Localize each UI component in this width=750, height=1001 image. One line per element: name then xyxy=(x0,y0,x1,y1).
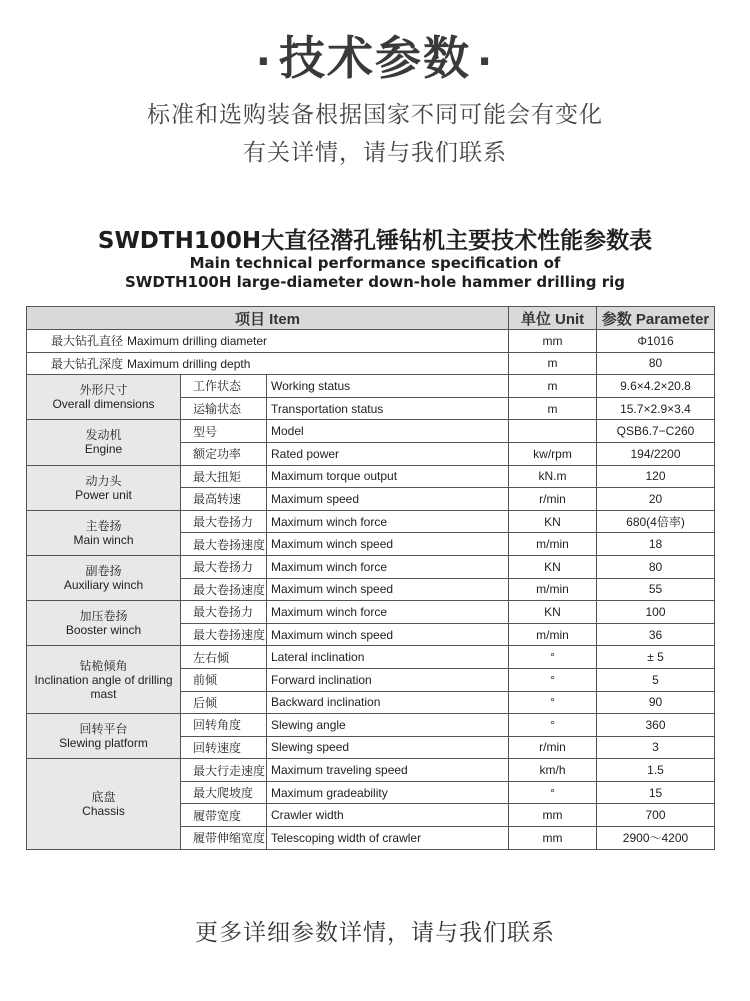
row-unit: mm xyxy=(509,330,597,353)
row-label-cn: 最大钻孔深度 xyxy=(51,356,124,371)
table-title-en-1: Main technical performance specification of xyxy=(189,254,561,272)
group-overall-dimensions xyxy=(27,375,181,420)
group-cn: 回转平台 xyxy=(79,722,128,737)
sub-en: Maximum gradeability xyxy=(267,781,509,804)
sub-en: Maximum traveling speed xyxy=(267,759,509,782)
table-row xyxy=(27,555,715,578)
sub-en: Rated power xyxy=(267,442,509,465)
row-value: 15 xyxy=(597,781,715,804)
table-row xyxy=(27,352,715,375)
row-unit: mm xyxy=(509,827,597,850)
group-power-unit xyxy=(27,465,181,510)
sub-en: Slewing speed xyxy=(267,736,509,759)
row-unit: r/min xyxy=(509,488,597,511)
sub-en: Maximum winch speed xyxy=(267,578,509,601)
page-title-text: 技术参数 xyxy=(279,31,471,85)
row-unit: mm xyxy=(509,804,597,827)
sub-cn: 最大卷扬速度 xyxy=(181,623,267,646)
sub-cn: 最大卷扬力 xyxy=(181,510,267,533)
sub-cn: 最高转速 xyxy=(181,488,267,511)
row-unit: km/h xyxy=(509,759,597,782)
row-value: ± 5 xyxy=(597,646,715,669)
sub-cn: 最大卷扬速度 xyxy=(181,578,267,601)
row-label-en: Maximum drilling diameter xyxy=(127,334,268,349)
sub-cn: 最大爬坡度 xyxy=(181,781,267,804)
row-unit: m/min xyxy=(509,623,597,646)
row-value: 5 xyxy=(597,668,715,691)
group-en: Engine xyxy=(84,442,123,457)
table-row xyxy=(27,330,715,353)
row-value: 2900～4200 xyxy=(597,827,715,850)
sub-en: Lateral inclination xyxy=(267,646,509,669)
header-parameter: 参数 Parameter xyxy=(597,307,715,330)
row-value: Φ1016 xyxy=(597,330,715,353)
title-dot-left: · xyxy=(255,38,273,85)
sub-cn: 工作状态 xyxy=(181,375,267,398)
sub-en: Maximum winch speed xyxy=(267,623,509,646)
table-row xyxy=(27,465,715,488)
row-unit: ° xyxy=(509,781,597,804)
sub-cn: 最大扭矩 xyxy=(181,465,267,488)
row-unit: ° xyxy=(509,668,597,691)
sub-cn: 最大卷扬力 xyxy=(181,555,267,578)
row-unit: ° xyxy=(509,714,597,737)
sub-en: Maximum winch force xyxy=(267,510,509,533)
row-value: QSB6.7−C260 xyxy=(597,420,715,443)
table-row xyxy=(27,759,715,782)
row-value: 80 xyxy=(597,555,715,578)
group-booster-winch xyxy=(27,601,181,646)
row-value: 55 xyxy=(597,578,715,601)
sub-en: Maximum speed xyxy=(267,488,509,511)
table-title-en-2: SWDTH100H large-diameter down-hole hammer drilling rig xyxy=(124,273,626,291)
sub-en: Maximum winch force xyxy=(267,601,509,624)
row-unit xyxy=(509,420,597,443)
sub-cn: 左右倾 xyxy=(181,646,267,669)
row-value: 9.6×4.2×20.8 xyxy=(597,375,715,398)
sub-en: Slewing angle xyxy=(267,714,509,737)
row-unit: KN xyxy=(509,510,597,533)
row-unit: KN xyxy=(509,555,597,578)
row-value: 18 xyxy=(597,533,715,556)
group-en: Inclination angle of drilling mast xyxy=(34,672,173,701)
row-label-cn: 最大钻孔直径 xyxy=(51,334,124,349)
row-unit: m/min xyxy=(509,533,597,556)
row-label xyxy=(27,352,509,375)
sub-en: Maximum winch force xyxy=(267,555,509,578)
row-value: 120 xyxy=(597,465,715,488)
row-unit: KN xyxy=(509,601,597,624)
row-unit: kN.m xyxy=(509,465,597,488)
group-en: Slewing platform xyxy=(59,736,148,751)
table-title-cn: SWDTH100H大直径潜孔锤钻机主要技术性能参数表 xyxy=(97,228,653,254)
notice-line-1: 标准和选购装备根据国家不同可能会有变化 xyxy=(147,102,603,128)
row-value: 3 xyxy=(597,736,715,759)
sub-cn: 后倾 xyxy=(181,691,267,714)
sub-cn: 最大卷扬力 xyxy=(181,601,267,624)
group-en: Power unit xyxy=(75,487,132,502)
row-value: 360 xyxy=(597,714,715,737)
sub-en: Transportation status xyxy=(267,397,509,420)
page-title xyxy=(0,22,750,88)
group-slewing-platform xyxy=(27,714,181,759)
group-cn: 底盘 xyxy=(91,789,116,804)
table-row xyxy=(27,375,715,398)
sub-cn: 最大行走速度 xyxy=(181,759,267,782)
sub-cn: 履带伸缩宽度 xyxy=(181,827,267,850)
sub-cn: 额定功率 xyxy=(181,442,267,465)
row-value: 100 xyxy=(597,601,715,624)
row-label xyxy=(27,330,509,353)
table-row xyxy=(27,646,715,669)
sub-en: Maximum torque output xyxy=(267,465,509,488)
sub-en: Model xyxy=(267,420,509,443)
group-cn: 发动机 xyxy=(85,428,122,443)
row-unit: m xyxy=(509,352,597,375)
row-value: 36 xyxy=(597,623,715,646)
sub-cn: 回转速度 xyxy=(181,736,267,759)
group-cn: 副卷扬 xyxy=(85,564,122,579)
row-value: 194/2200 xyxy=(597,442,715,465)
table-row xyxy=(27,510,715,533)
row-value: 80 xyxy=(597,352,715,375)
sub-cn: 履带宽度 xyxy=(181,804,267,827)
sub-en: Backward inclination xyxy=(267,691,509,714)
notice-line-2: 有关详情，请与我们联系 xyxy=(243,140,507,166)
spec-table xyxy=(26,306,715,850)
group-en: Auxiliary winch xyxy=(63,578,144,593)
row-value: 680(4倍率) xyxy=(597,510,715,533)
table-header-row xyxy=(27,307,715,330)
sub-en: Maximum winch speed xyxy=(267,533,509,556)
header-item: 项目 Item xyxy=(27,307,509,330)
row-unit: ° xyxy=(509,691,597,714)
row-value: 15.7×2.9×3.4 xyxy=(597,397,715,420)
group-cn: 外形尺寸 xyxy=(79,383,128,398)
group-en: Booster winch xyxy=(65,623,142,638)
header-unit: 单位 Unit xyxy=(509,307,597,330)
row-unit: m xyxy=(509,397,597,420)
footer-contact: 更多详细参数详情，请与我们联系 xyxy=(195,920,555,946)
row-unit: r/min xyxy=(509,736,597,759)
row-value: 1.5 xyxy=(597,759,715,782)
row-value: 20 xyxy=(597,488,715,511)
sub-cn: 回转角度 xyxy=(181,714,267,737)
group-cn: 加压卷扬 xyxy=(79,609,128,624)
group-chassis xyxy=(27,759,181,849)
row-unit: m xyxy=(509,375,597,398)
group-main-winch xyxy=(27,510,181,555)
row-unit: m/min xyxy=(509,578,597,601)
row-label-en: Maximum drilling depth xyxy=(127,356,251,371)
row-value: 700 xyxy=(597,804,715,827)
group-cn: 主卷扬 xyxy=(85,518,122,533)
group-mast-inclination xyxy=(27,646,181,714)
row-unit: kw/rpm xyxy=(509,442,597,465)
group-engine xyxy=(27,420,181,465)
group-en: Chassis xyxy=(82,803,125,818)
sub-en: Telescoping width of crawler xyxy=(267,827,509,850)
title-dot-right: · xyxy=(477,38,495,85)
table-row xyxy=(27,714,715,737)
sub-en: Crawler width xyxy=(267,804,509,827)
table-row xyxy=(27,420,715,443)
sub-en: Forward inclination xyxy=(267,668,509,691)
group-cn: 钻桅倾角 xyxy=(79,658,128,673)
row-unit: ° xyxy=(509,646,597,669)
sub-cn: 前倾 xyxy=(181,668,267,691)
group-en: Main winch xyxy=(73,532,134,547)
table-row xyxy=(27,601,715,624)
sub-cn: 运输状态 xyxy=(181,397,267,420)
sub-en: Working status xyxy=(267,375,509,398)
group-cn: 动力头 xyxy=(85,473,122,488)
group-en: Overall dimensions xyxy=(52,397,155,412)
group-auxiliary-winch xyxy=(27,555,181,600)
row-value: 90 xyxy=(597,691,715,714)
sub-cn: 型号 xyxy=(181,420,267,443)
sub-cn: 最大卷扬速度 xyxy=(181,533,267,556)
